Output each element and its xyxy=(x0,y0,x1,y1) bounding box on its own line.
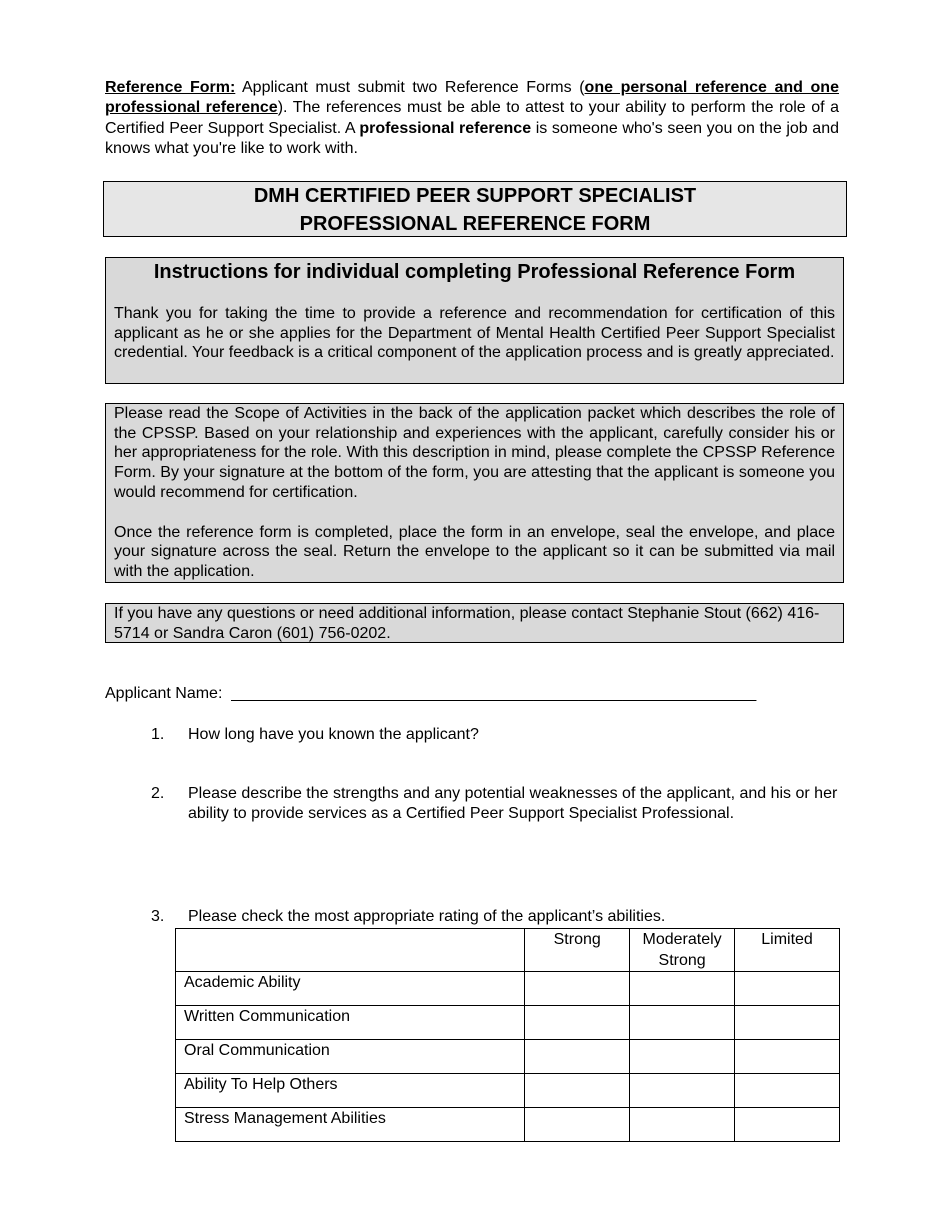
table-row xyxy=(176,1006,840,1040)
question-number: 3. xyxy=(151,908,165,925)
question-text: Please check the most appropriate rating of the applicant’s abilities. xyxy=(188,908,666,925)
scope-paragraph-2: Once the reference form is completed, place the form in an envelope, seal the envelope, and place your signature across the seal. Return the envelope to the applicant so it can be submitted via mail with the application. xyxy=(114,523,835,580)
rating-cell-moderately-strong[interactable] xyxy=(630,1040,735,1074)
scope-box xyxy=(105,403,844,583)
rating-cell-strong[interactable] xyxy=(525,1108,630,1142)
table-row xyxy=(176,1040,840,1074)
contact-box xyxy=(105,603,844,643)
rating-row-label: Stress Management Abilities xyxy=(176,1108,525,1142)
rating-header-moderately-strong: Moderately Strong xyxy=(630,929,735,972)
question-text: How long have you known the applicant? xyxy=(188,726,479,743)
rating-cell-strong[interactable] xyxy=(525,972,630,1006)
question-number: 2. xyxy=(151,785,165,802)
applicant-name-field[interactable]: ___________________________________________________________ xyxy=(231,685,757,702)
rating-cell-strong[interactable] xyxy=(525,1006,630,1040)
table-row xyxy=(176,1074,840,1108)
intro-text-1: Applicant must submit two Reference Forms ( xyxy=(235,79,585,96)
rating-cell-moderately-strong[interactable] xyxy=(630,1074,735,1108)
rating-cell-limited[interactable] xyxy=(735,1040,840,1074)
rating-row-label: Written Communication xyxy=(176,1006,525,1040)
instructions-text: Thank you for taking the time to provide a reference and recommendation for certification of this applicant as he or she applies for the Department of Mental Health Certified Peer Support Specialist credential. Your feedback is a critical component of the application process and is greatly appreciated. xyxy=(114,305,835,362)
intro-bold-term: professional reference xyxy=(359,119,532,137)
form-title-line1: DMH CERTIFIED PEER SUPPORT SPECIALIST xyxy=(253,185,697,207)
intro-text-3: is someone who's seen you on the job and knows what you're like to work with. xyxy=(105,119,839,157)
rating-cell-limited[interactable] xyxy=(735,972,840,1006)
question-number: 1. xyxy=(151,726,165,743)
rating-table xyxy=(175,928,840,1142)
instructions-heading: Instructions for individual completing Professional Reference Form xyxy=(153,261,796,283)
rating-cell-strong[interactable] xyxy=(525,1074,630,1108)
contact-text: If you have any questions or need additional information, please contact Stephanie Stout (662) 416-5714 or Sandra Caron (601) 756-0202. xyxy=(114,605,820,642)
rating-cell-moderately-strong[interactable] xyxy=(630,972,735,1006)
intro-label: Reference Form: xyxy=(105,79,236,96)
intro-text-2: ). The references must be able to attest to your ability to perform the role of a Certified Peer Support Specialist. A xyxy=(105,99,840,137)
question-text: Please describe the strengths and any potential weaknesses of the applicant, and his or her ability to provide services as a Certified Peer Support Specialist Professional. xyxy=(188,785,838,822)
rating-cell-strong[interactable] xyxy=(525,1040,630,1074)
rating-header-strong: Strong xyxy=(525,929,630,972)
applicant-name-label: Applicant Name: xyxy=(105,685,223,702)
rating-header-row xyxy=(176,929,840,972)
rating-row-label: Academic Ability xyxy=(176,972,525,1006)
rating-header-limited: Limited xyxy=(735,929,840,972)
rating-cell-limited[interactable] xyxy=(735,1006,840,1040)
table-row xyxy=(176,1108,840,1142)
rating-cell-limited[interactable] xyxy=(735,1108,840,1142)
rating-header-blank xyxy=(176,929,525,972)
scope-paragraph-1: Please read the Scope of Activities in the back of the application packet which describes the role of the CPSSP. Based on your relationship and experiences with the applicant, carefully consider his or her appropriateness for the role. With this description in mind, please complete the CPSSP Reference Form. By your signature at the bottom of the form, you are attesting that the applicant is someone you would recommend for certification. xyxy=(114,405,835,501)
rating-row-label: Ability To Help Others xyxy=(176,1074,525,1108)
intro-underlined: one personal reference and one professional reference xyxy=(105,79,839,117)
rating-row-label: Oral Communication xyxy=(176,1040,525,1074)
form-title-line2: PROFESSIONAL REFERENCE FORM xyxy=(299,213,651,235)
intro-paragraph xyxy=(105,78,839,159)
table-row xyxy=(176,972,840,1006)
form-title-box xyxy=(103,181,847,237)
rating-cell-limited[interactable] xyxy=(735,1074,840,1108)
applicant-name-row xyxy=(105,684,756,704)
instructions-box xyxy=(105,257,844,384)
rating-cell-moderately-strong[interactable] xyxy=(630,1006,735,1040)
rating-cell-moderately-strong[interactable] xyxy=(630,1108,735,1142)
